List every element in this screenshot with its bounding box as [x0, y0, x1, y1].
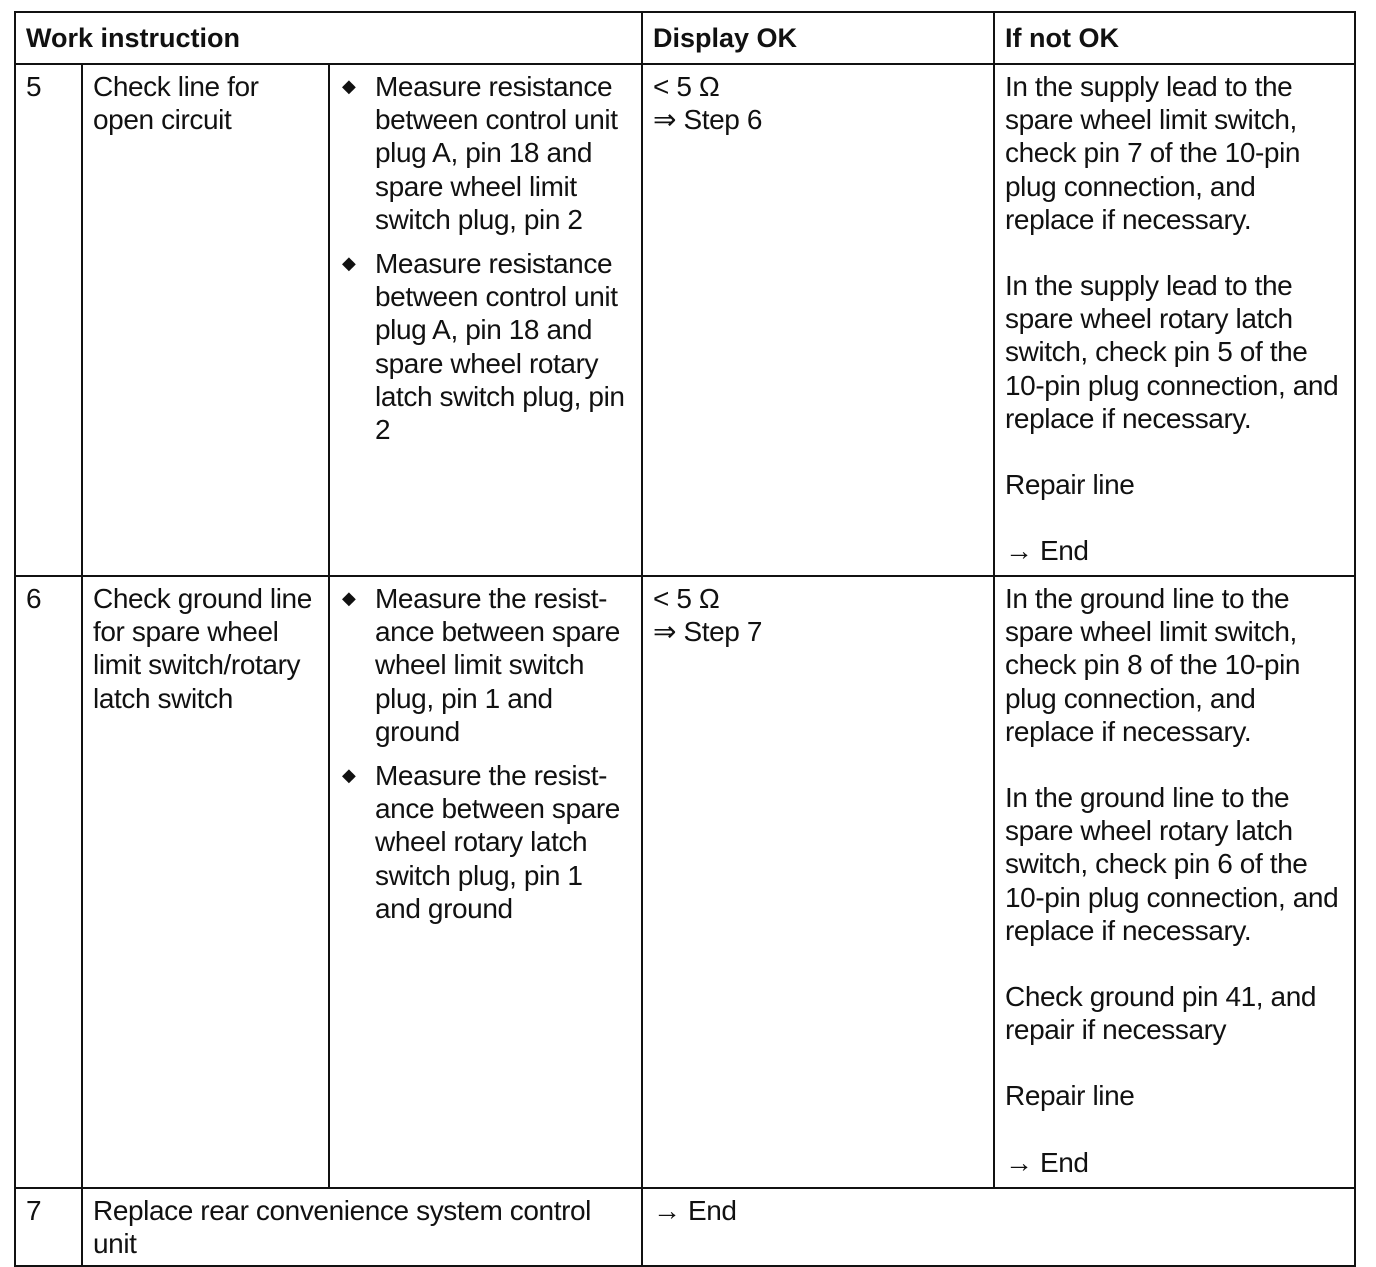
if-not-ok-paragraph: Check ground pin 41, and repair if necessary [1005, 981, 1317, 1046]
measurement-item [340, 70, 631, 236]
measurement-text: Measure the resist- ance between spare wheel rotary latch switch plug, pin 1 and ground [375, 760, 620, 924]
diamond-bullet-icon: ◆ [342, 253, 356, 274]
display-ok-cell [642, 64, 994, 576]
if-not-ok-paragraph: In the supply lead to the spare wheel rotary latch switch, check pin 5 of the 10-pin plug connection, and replace if necessary. [1005, 270, 1339, 434]
measurement-list [329, 64, 642, 576]
diamond-bullet-icon: ◆ [342, 765, 356, 786]
step-number: 5 [15, 64, 82, 576]
measurement-item [340, 247, 631, 446]
measurement-list [329, 576, 642, 1188]
if-not-ok-paragraph: In the ground line to the spare wheel rotary latch switch, check pin 6 of the 10-pin plug connection, and replace if necessary. [1005, 782, 1339, 946]
result-text: → End [642, 1188, 1355, 1266]
header-work-instruction: Work instruction [15, 12, 642, 64]
header-if-not-ok: If not OK [994, 12, 1355, 64]
instruction-text: Replace rear convenience system control unit [82, 1188, 642, 1266]
if-not-ok-end: → End [1005, 535, 1089, 567]
measurement-text: Measure resistance between control unit plug A, pin 18 and spare wheel rotary latch switch plug, pin 2 [375, 248, 625, 446]
diamond-bullet-icon: ◆ [342, 588, 356, 608]
if-not-ok-cell [994, 64, 1355, 576]
work-instruction-table [14, 11, 1356, 1267]
display-ok-value: < 5 Ω [653, 583, 720, 614]
table-row-step-5 [15, 64, 1355, 576]
if-not-ok-paragraph: Repair line [1005, 469, 1135, 501]
table-row-step-6 [15, 576, 1355, 1188]
diamond-bullet-icon: ◆ [342, 76, 356, 96]
display-ok-next-step: ⇒ Step 6 [653, 104, 762, 136]
measurement-text: Measure the resist- ance between spare wheel limit switch plug, pin 1 and ground [375, 583, 620, 747]
measurement-text: Measure resistance between control unit plug A, pin 18 and spare wheel limit switch plug, pin 2 [375, 71, 618, 235]
display-ok-cell [642, 576, 994, 1188]
display-ok-value: < 5 Ω [653, 71, 720, 102]
check-description: Check ground line for spare wheel limit switch/rotary latch switch [82, 576, 329, 1188]
measurement-item [340, 759, 631, 925]
if-not-ok-paragraph: In the ground line to the spare wheel limit switch, check pin 8 of the 10-pin plug connection, and replace if necessary. [1005, 583, 1301, 747]
if-not-ok-paragraph: In the supply lead to the spare wheel limit switch, check pin 7 of the 10-pin plug connection, and replace if necessary. [1005, 71, 1301, 235]
if-not-ok-cell [994, 576, 1355, 1188]
display-ok-next-step: ⇒ Step 7 [653, 616, 762, 648]
table-row-step-7 [15, 1188, 1355, 1266]
step-number: 7 [15, 1188, 82, 1266]
if-not-ok-end: → End [1005, 1146, 1089, 1178]
header-row [15, 12, 1355, 64]
check-description: Check line for open circuit [82, 64, 329, 576]
step-number: 6 [15, 576, 82, 1188]
if-not-ok-paragraph: Repair line [1005, 1080, 1135, 1112]
measurement-item [340, 582, 631, 748]
header-display-ok: Display OK [642, 12, 994, 64]
